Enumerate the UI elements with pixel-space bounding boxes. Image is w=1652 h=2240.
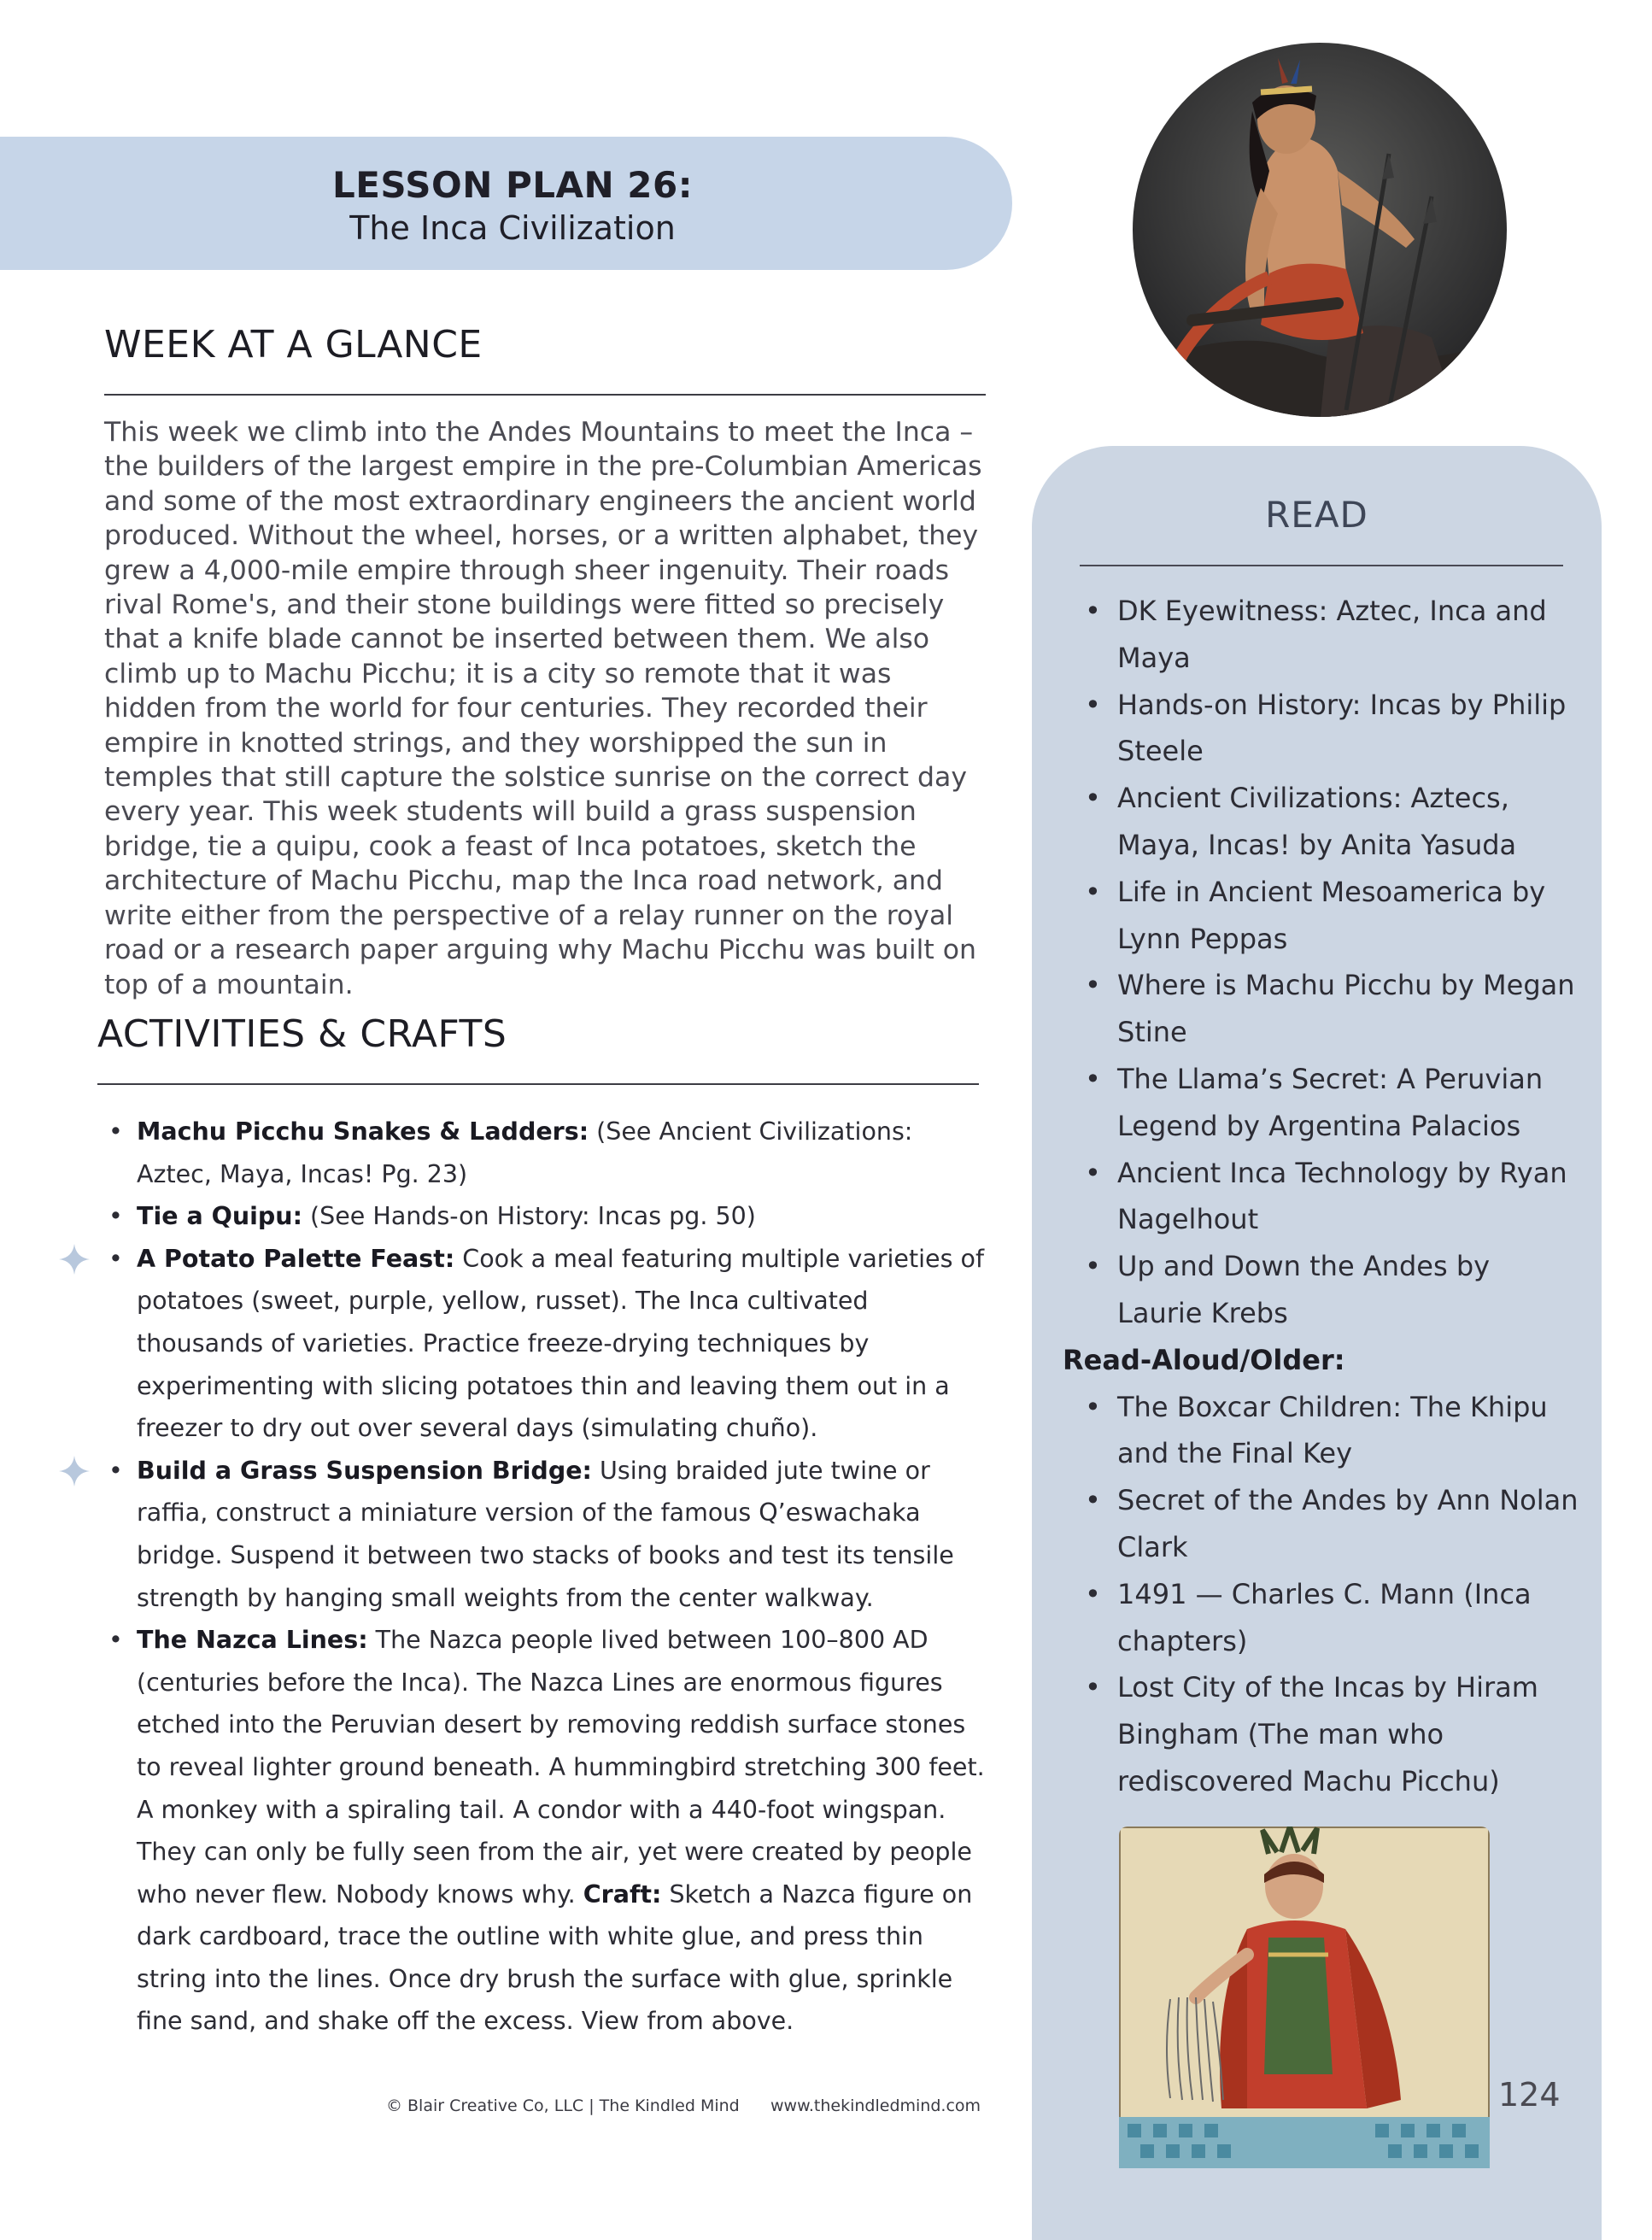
bullet: • — [1085, 1671, 1101, 1704]
book-title: Life in Ancient Mesoamerica by Lynn Peppas — [1117, 875, 1546, 955]
bullet: • — [108, 1456, 123, 1485]
book-item — [1075, 1243, 1579, 1337]
bullet: • — [1085, 1577, 1101, 1610]
activity-title: Tie a Quipu: — [137, 1202, 302, 1231]
book-title: 1491 — Charles C. Mann (Inca chapters) — [1117, 1577, 1532, 1657]
activities-heading: ACTIVITIES & CRAFTS — [97, 1012, 507, 1056]
bullet: • — [108, 1244, 123, 1273]
bullet: • — [1085, 595, 1101, 627]
older-readers-heading: Read-Aloud/Older: — [1063, 1343, 1345, 1376]
lesson-subtitle: The Inca Civilization — [349, 209, 676, 247]
book-title: Hands-on History: Incas by Philip Steele — [1117, 688, 1567, 768]
bullet: • — [1085, 1250, 1101, 1283]
book-item — [1075, 1150, 1579, 1244]
bullet: • — [1085, 875, 1101, 908]
book-title: Lost City of the Incas by Hiram Bingham (The man who rediscovered Machu Picchu) — [1117, 1671, 1538, 1797]
activity-title: Build a Grass Suspension Bridge: — [137, 1456, 592, 1485]
book-title: Secret of the Andes by Ann Nolan Clark — [1117, 1484, 1579, 1563]
book-title: DK Eyewitness: Aztec, Inca and Maya — [1117, 595, 1547, 674]
book-item — [1075, 962, 1579, 1056]
reading-list — [1063, 588, 1579, 1805]
bullet: • — [108, 1202, 123, 1231]
book-item — [1075, 682, 1579, 776]
activity-item — [98, 1111, 995, 1195]
read-divider — [1080, 565, 1563, 566]
footer-copyright: © Blair Creative Co, LLC | The Kindled Mind — [385, 2096, 740, 2115]
activity-title: The Nazca Lines: — [137, 1626, 368, 1655]
bullet: • — [108, 1626, 123, 1655]
activity-text: (See Ancient Civilizations: Aztec, Maya, Incas! Pg. 23) — [137, 1117, 913, 1188]
book-item — [1075, 588, 1579, 682]
bullet: • — [1085, 969, 1101, 1002]
book-item — [1075, 1664, 1579, 1804]
book-title: Ancient Civilizations: Aztecs, Maya, Incas! by Anita Yasuda — [1117, 782, 1517, 861]
bullet: • — [1085, 688, 1101, 721]
book-title: The Llama’s Secret: A Peruvian Legend by Argentina Palacios — [1117, 1062, 1544, 1142]
bullet: • — [108, 1117, 123, 1146]
book-title: Up and Down the Andes by Laurie Krebs — [1117, 1250, 1491, 1329]
book-item — [1075, 775, 1579, 869]
activity-text: Using braided jute twine or raffia, construct a miniature version of the famous Q’eswachaka bridge. Suspend it between two stacks of books and test its tensile strength by hanging small weights from the center walkway. — [137, 1456, 954, 1612]
activities-divider — [97, 1083, 979, 1085]
sparkle-icon — [57, 1242, 91, 1276]
bullet: • — [1085, 1484, 1101, 1517]
page-number: 124 — [1498, 2076, 1561, 2114]
bullet: • — [1085, 1062, 1101, 1095]
week-intro-text: This week we climb into the Andes Mountains to meet the Inca – the builders of the largest empire in the pre-Columbian Americas and some of the most extraordinary engineers the ancient world produced. Without the wheel, horses, or a written alphabet, they grew a 4,000-mile empire through sheer ingenuity. Their roads rival Rome's, and their stone buildings were fitted so precisely that a knife blade cannot be inserted between them. We also climb up to Machu Picchu; it is a city so remote that it was hidden from the world for four centuries. They recorded their empire in knotted strings, and they worshipped the sun in temples that still capture the solstice sunrise on the correct day every year. This week students will build a grass suspension bridge, tie a quipu, cook a feast of Inca potatoes, sketch the architecture of Machu Picchu, map the Inca road network, and write either from the perspective of a relay runner on the royal road or a research paper arguing why Machu Picchu was built on top of a mountain. — [104, 417, 982, 1000]
book-title: Ancient Inca Technology by Ryan Nagelhout — [1117, 1156, 1567, 1236]
inca-quipu-illustration — [1119, 1827, 1490, 2168]
activity-text: Sketch a Nazca figure on dark cardboard, trace the outline with white glue, and press thin string into the lines. Once dry brush the surface with glue, sprinkle fine sand, and shake off the excess. View from above. — [137, 1879, 973, 2036]
bullet: • — [1085, 1390, 1101, 1423]
activity-text: The Nazca people lived between 100–800 AD (centuries before the Inca). The Nazca Lines are enormous figures etched into the Peruvian desert by removing reddish surface stones to reveal lighter ground beneath. A hummingbird stretching 300 feet. A monkey with a spiraling tail. A condor with a 440-foot wingspan. They can only be fully seen from the air, yet were created by people who never flew. Nobody knows why. — [137, 1626, 985, 1909]
book-item — [1075, 869, 1579, 963]
book-item — [1075, 1384, 1579, 1478]
lesson-title: LESSON PLAN 26: — [331, 164, 694, 206]
inca-warrior-portrait — [1133, 43, 1507, 417]
bullet: • — [1085, 782, 1101, 815]
activity-title: Machu Picchu Snakes & Ladders: — [137, 1117, 589, 1146]
book-item — [1075, 1477, 1579, 1571]
sparkle-icon — [57, 1454, 91, 1488]
activity-item — [98, 1195, 995, 1238]
book-item — [1075, 1571, 1579, 1665]
footer-website: www.thekindledmind.com — [770, 2096, 981, 2115]
book-title: Where is Machu Picchu by Megan Stine — [1117, 969, 1575, 1049]
activity-item — [98, 1450, 995, 1619]
activity-item — [98, 1238, 995, 1450]
activity-subtitle: Craft: — [583, 1879, 662, 1909]
page-footer — [0, 2096, 1367, 2115]
book-title: The Boxcar Children: The Khipu and the Final Key — [1117, 1390, 1548, 1470]
week-divider — [104, 394, 986, 396]
activities-list — [98, 1111, 995, 2043]
activity-text: (See Hands-on History: Incas pg. 50) — [302, 1202, 756, 1231]
week-heading: WEEK AT A GLANCE — [104, 323, 483, 366]
read-heading: READ — [1265, 494, 1368, 536]
book-item — [1075, 1056, 1579, 1150]
activity-item — [98, 1619, 995, 2043]
bullet: • — [1085, 1156, 1101, 1189]
activity-text: Cook a meal featuring multiple varieties of potatoes (sweet, purple, yellow, russet). The Inca cultivated thousands of varieties. Practice freeze-drying techniques by experimenting with slicing potatoes thin and leaving them out in a freezer to dry out over several days (simulating chuño). — [137, 1244, 984, 1443]
activity-title: A Potato Palette Feast: — [137, 1244, 455, 1273]
